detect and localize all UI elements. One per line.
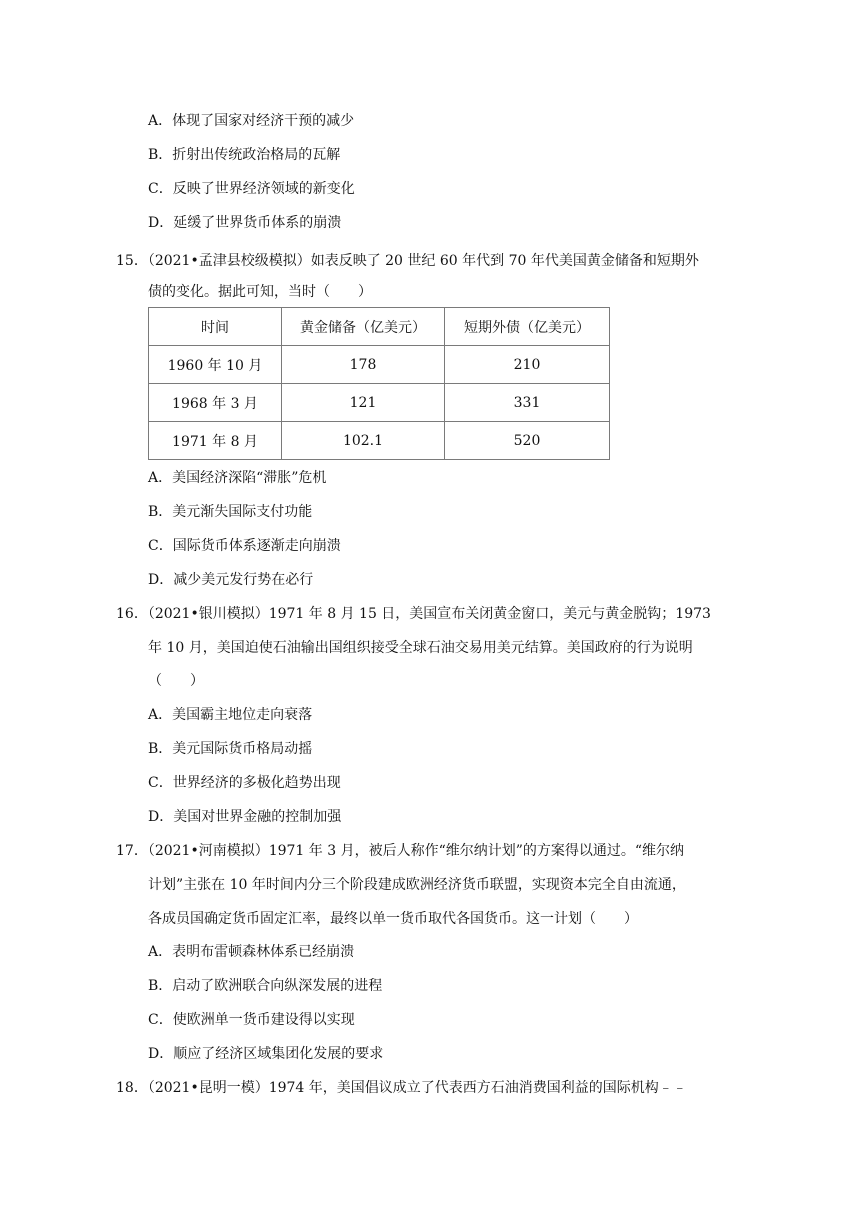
q16-option-b: B．美元国际货币格局动摇: [148, 741, 313, 757]
q14-option-a: A．体现了国家对经济干预的减少: [148, 113, 355, 129]
q16-stem-line1: 16．（2021•银川模拟）1971 年 8 月 15 日，美国宣布关闭黄金窗口，美元与黄金脱钩；1973: [116, 606, 711, 622]
table-cell: 1968 年 3 月: [149, 384, 282, 422]
table-row: [149, 422, 610, 460]
table-cell: 121: [282, 384, 445, 422]
q14-option-d: D．延缓了世界货币体系的崩溃: [148, 215, 342, 231]
table-row: [149, 346, 610, 384]
q17-option-d: D．顺应了经济区域集团化发展的要求: [148, 1046, 384, 1062]
q16-stem-line3: （ ）: [148, 673, 204, 689]
q18-stem-line1: 18．（2021•昆明一模）1974 年，美国倡议成立了代表西方石油消费国利益的国际机构﹣﹣: [116, 1080, 687, 1096]
table-cell: 178: [282, 346, 445, 384]
q14-option-b: B．折射出传统政治格局的瓦解: [148, 147, 341, 163]
table-header-cell: 时间: [149, 308, 282, 346]
table-cell: 210: [445, 346, 610, 384]
table-row: [149, 384, 610, 422]
q16-option-c: C．世界经济的多极化趋势出现: [148, 775, 341, 791]
q15-option-a: A．美国经济深陷“滞胀”危机: [148, 470, 327, 486]
table-cell: 102.1: [282, 422, 445, 460]
q16-option-a: A．美国霸主地位走向衰落: [148, 707, 313, 723]
table-header-cell: 黄金储备（亿美元）: [282, 308, 445, 346]
q17-stem-line1: 17．（2021•河南模拟）1971 年 3 月，被后人称作“维尔纳计划”的方案得以通过。“维尔纳: [116, 843, 685, 859]
q17-option-a: A．表明布雷顿森林体系已经崩溃: [148, 944, 355, 960]
table-header-row: [149, 308, 610, 346]
q15-stem-line1: 15．（2021•孟津县校级模拟）如表反映了 20 世纪 60 年代到 70 年代美国黄金储备和短期外: [116, 253, 699, 269]
q15-option-b: B．美元渐失国际支付功能: [148, 504, 313, 520]
q14-option-c: C．反映了世界经济领域的新变化: [148, 181, 355, 197]
table-cell: 1960 年 10 月: [149, 346, 282, 384]
q15-stem-line2: 债的变化。据此可知，当时（ ）: [148, 284, 372, 300]
table-cell: 331: [445, 384, 610, 422]
table-cell: 520: [445, 422, 610, 460]
q17-stem-line2: 计划”主张在 10 年时间内分三个阶段建成欧洲经济货币联盟，实现资本完全自由流通，: [148, 877, 686, 893]
q16-stem-line2: 年 10 月，美国迫使石油输出国组织接受全球石油交易用美元结算。美国政府的行为说明: [148, 640, 693, 656]
q17-stem-line3: 各成员国确定货币固定汇率，最终以单一货币取代各国货币。这一计划（ ）: [148, 911, 638, 927]
table-cell: 1971 年 8 月: [149, 422, 282, 460]
table-header-cell: 短期外债（亿美元）: [445, 308, 610, 346]
q15-data-table: [148, 307, 610, 460]
q17-option-b: B．启动了欧洲联合向纵深发展的进程: [148, 978, 383, 994]
q16-option-d: D．美国对世界金融的控制加强: [148, 809, 342, 825]
q17-option-c: C．使欧洲单一货币建设得以实现: [148, 1012, 355, 1028]
q15-option-c: C．国际货币体系逐渐走向崩溃: [148, 538, 341, 554]
q15-option-d: D．减少美元发行势在必行: [148, 572, 314, 588]
